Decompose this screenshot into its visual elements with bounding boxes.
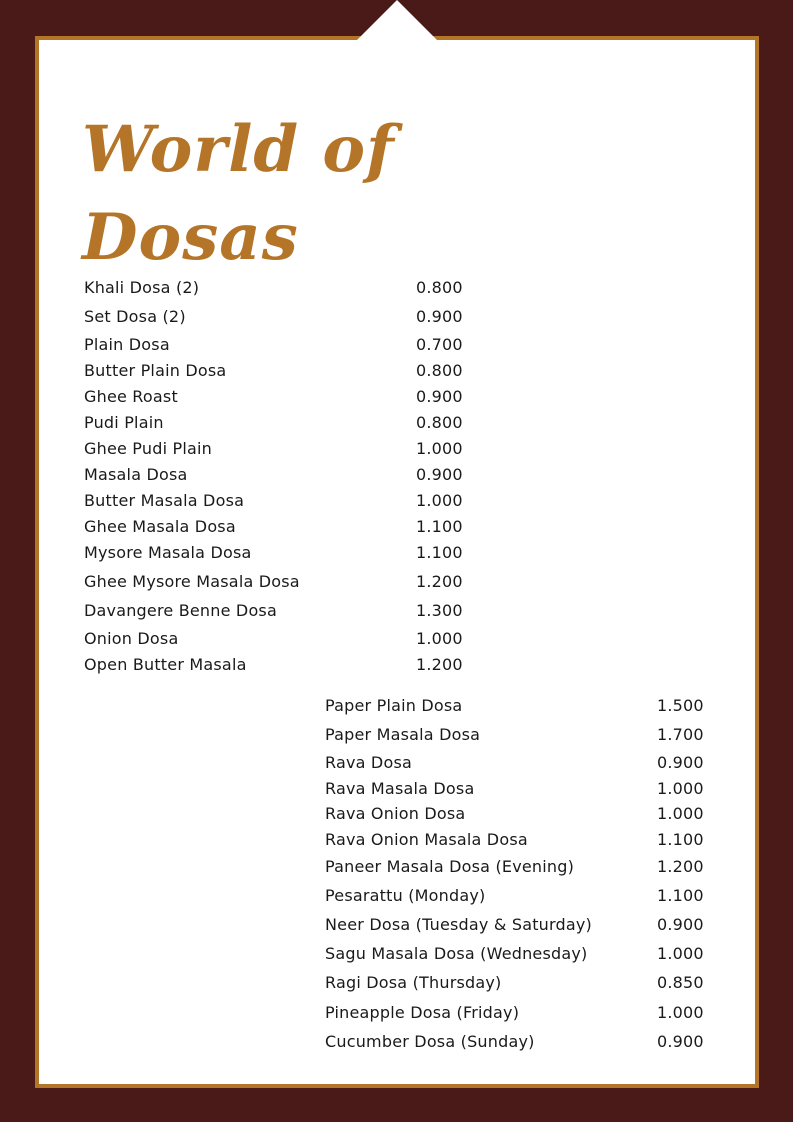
- menu-item-name: Onion Dosa: [84, 629, 179, 648]
- menu-item-price: 1.100: [416, 543, 463, 562]
- menu-item-price: 1.000: [416, 439, 463, 458]
- menu-item-price: 0.900: [657, 1032, 704, 1051]
- menu-item-name: Khali Dosa (2): [84, 278, 200, 297]
- menu-item-name: Ghee Pudi Plain: [84, 439, 212, 458]
- menu-item-price: 1.500: [657, 696, 704, 715]
- menu-item-name: Mysore Masala Dosa: [84, 543, 252, 562]
- menu-item-name: Cucumber Dosa (Sunday): [325, 1032, 535, 1051]
- menu-item-price: 0.900: [416, 465, 463, 484]
- menu-item-name: Butter Plain Dosa: [84, 361, 227, 380]
- menu-item-price: 1.200: [416, 655, 463, 674]
- menu-item-price: 1.700: [657, 725, 704, 744]
- menu-item-name: Ghee Masala Dosa: [84, 517, 236, 536]
- menu-item-price: 1.100: [416, 517, 463, 536]
- menu-item-name: Rava Onion Dosa: [325, 804, 466, 823]
- menu-title-line-1: World of: [82, 112, 395, 187]
- menu-item-name: Pesarattu (Monday): [325, 886, 486, 905]
- menu-title: [82, 106, 395, 282]
- menu-item-price: 1.000: [657, 944, 704, 963]
- menu-item-name: Rava Dosa: [325, 753, 412, 772]
- menu-item-price: 1.000: [657, 804, 704, 823]
- menu-item-price: 1.000: [657, 1003, 704, 1022]
- menu-item-name: Rava Onion Masala Dosa: [325, 830, 528, 849]
- menu-item-name: Masala Dosa: [84, 465, 188, 484]
- menu-item-price: 1.000: [416, 491, 463, 510]
- menu-item-price: 1.000: [416, 629, 463, 648]
- menu-title-line-2: Dosas: [82, 200, 299, 275]
- menu-item-name: Pudi Plain: [84, 413, 164, 432]
- menu-item-price: 1.200: [416, 572, 463, 591]
- menu-item-name: Sagu Masala Dosa (Wednesday): [325, 944, 588, 963]
- menu-item-price: 0.800: [416, 278, 463, 297]
- menu-item-price: 1.300: [416, 601, 463, 620]
- menu-item-price: 0.900: [657, 915, 704, 934]
- menu-item-price: 0.700: [416, 335, 463, 354]
- menu-item-price: 0.900: [657, 753, 704, 772]
- menu-item-name: Neer Dosa (Tuesday & Saturday): [325, 915, 592, 934]
- menu-item-price: 0.800: [416, 361, 463, 380]
- menu-item-price: 1.100: [657, 830, 704, 849]
- menu-item-price: 0.900: [416, 307, 463, 326]
- menu-item-name: Ghee Mysore Masala Dosa: [84, 572, 300, 591]
- menu-item-price: 1.200: [657, 857, 704, 876]
- menu-item-name: Ghee Roast: [84, 387, 178, 406]
- menu-item-price: 0.800: [416, 413, 463, 432]
- menu-item-name: Pineapple Dosa (Friday): [325, 1003, 520, 1022]
- menu-item-name: Plain Dosa: [84, 335, 170, 354]
- menu-item-name: Open Butter Masala: [84, 655, 247, 674]
- menu-item-name: Ragi Dosa (Thursday): [325, 973, 502, 992]
- menu-item-name: Davangere Benne Dosa: [84, 601, 277, 620]
- menu-item-price: 1.000: [657, 779, 704, 798]
- menu-item-name: Set Dosa (2): [84, 307, 186, 326]
- menu-item-price: 0.900: [416, 387, 463, 406]
- menu-item-price: 0.850: [657, 973, 704, 992]
- menu-item-name: Butter Masala Dosa: [84, 491, 245, 510]
- menu-item-name: Rava Masala Dosa: [325, 779, 475, 798]
- menu-item-name: Paper Plain Dosa: [325, 696, 463, 715]
- menu-item-name: Paneer Masala Dosa (Evening): [325, 857, 575, 876]
- menu-item-name: Paper Masala Dosa: [325, 725, 481, 744]
- top-notch: [357, 0, 437, 40]
- menu-item-price: 1.100: [657, 886, 704, 905]
